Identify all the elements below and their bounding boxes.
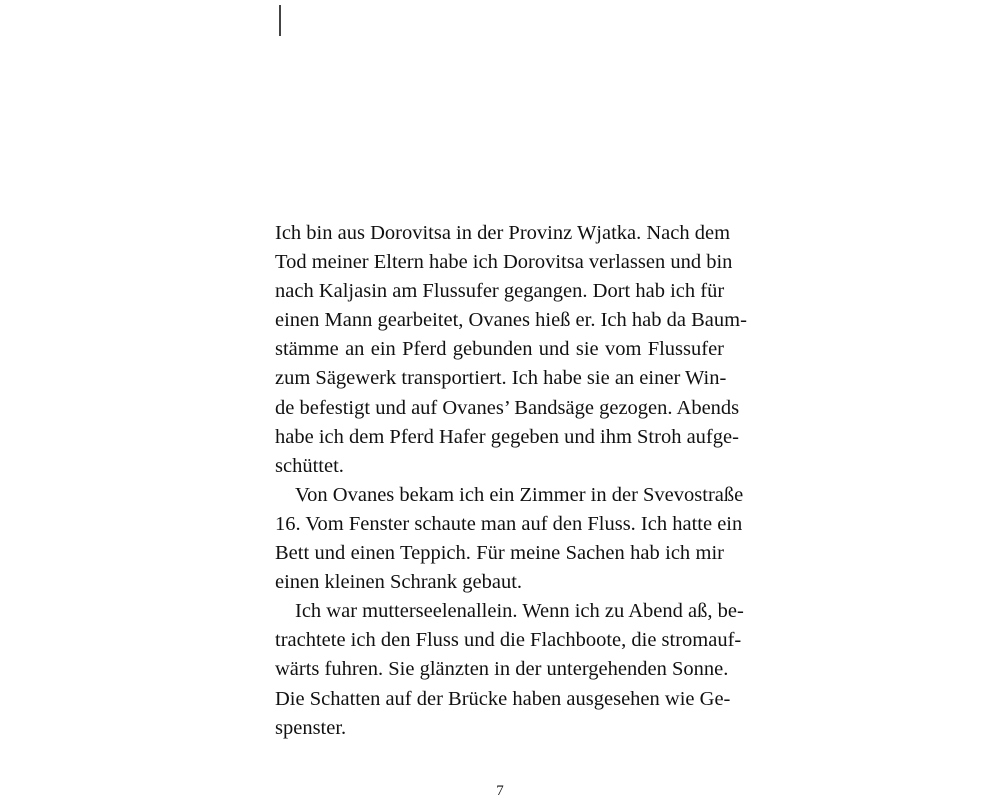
text-line: wärts fuhren. Sie glänzten in der untergehenden Sonne.	[275, 658, 729, 681]
text-line: Bett und einen Teppich. Für meine Sachen hab ich mir	[275, 542, 724, 565]
text-line: nach Kaljasin am Flussufer gegangen. Dort hab ich für	[275, 280, 725, 303]
text-line: einen Mann gearbeitet, Ovanes hieß er. Ich hab da Baum-	[275, 309, 747, 332]
text-line: einen kleinen Schrank gebaut.	[275, 571, 523, 594]
text-line: de befestigt und auf Ovanes’ Bandsäge gezogen. Abends	[275, 396, 740, 419]
body-text	[275, 219, 747, 743]
text-line: schüttet.	[275, 454, 344, 477]
text-line: Ich war mutterseelenallein. Wenn ich zu Abend aß, be-	[295, 600, 744, 623]
page-number: 7	[496, 783, 504, 799]
text-line: Von Ovanes bekam ich ein Zimmer in der Svevostraße	[295, 483, 744, 506]
text-line: habe ich dem Pferd Hafer gegeben und ihm Stroh aufge-	[275, 425, 739, 448]
text-line: zum Sägewerk transportiert. Ich habe sie an einer Win-	[275, 367, 727, 390]
text-line: 16. Vom Fenster schaute man auf den Fluss. Ich hatte ein	[275, 512, 743, 535]
text-line: stämme an ein Pferd gebunden und sie vom Flussufer	[275, 338, 724, 361]
text-line: spenster.	[275, 716, 347, 739]
chapter-marker	[279, 5, 281, 36]
text-line: trachtete ich den Fluss und die Flachboote, die stromauf-	[275, 629, 742, 652]
text-line: Die Schatten auf der Brücke haben ausgesehen wie Ge-	[275, 687, 731, 710]
text-line: Ich bin aus Dorovitsa in der Provinz Wjatka. Nach dem	[275, 222, 731, 244]
text-line: Tod meiner Eltern habe ich Dorovitsa verlassen und bin	[275, 251, 733, 274]
